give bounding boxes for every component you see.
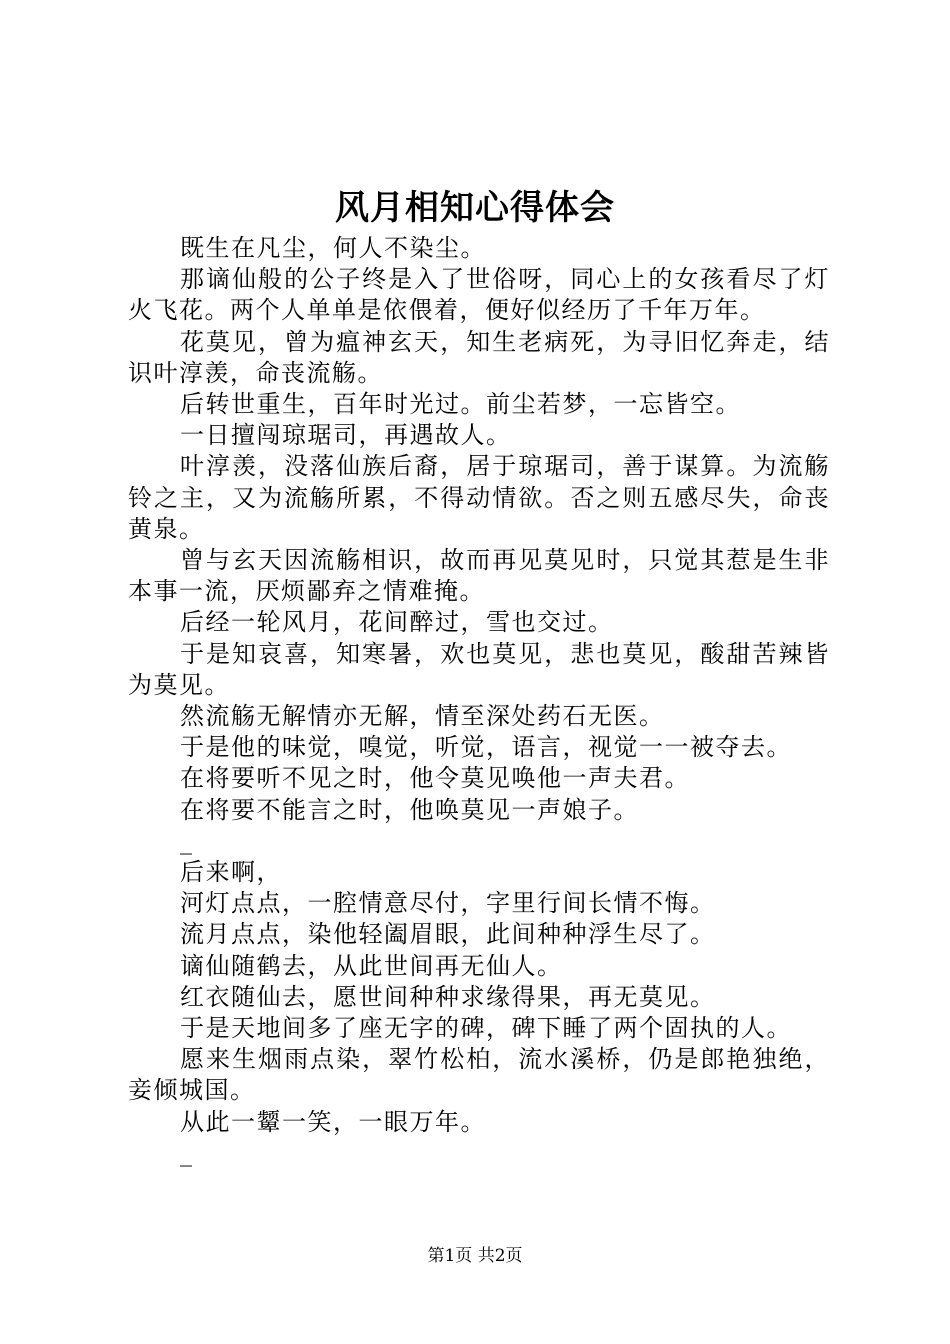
paragraph: 后来啊， bbox=[180, 858, 282, 887]
paragraph: 愿来生烟雨点染，翠竹松柏，流水溪桥，仍是郎艳独绝，妾倾城国。 bbox=[128, 1045, 830, 1105]
paragraph: 于是他的味觉，嗅觉，听觉，语言，视觉一一被夺去。 bbox=[180, 733, 792, 762]
section-separator: _ bbox=[180, 1138, 194, 1167]
paragraph: 后转世重生，百年时光过。前尘若梦，一忘皆空。 bbox=[180, 390, 741, 419]
document-body bbox=[128, 233, 830, 1169]
paragraph: 在将要听不见之时，他令莫见唤他一声夫君。 bbox=[180, 764, 690, 793]
paragraph: 既生在凡尘，何人不染尘。 bbox=[180, 234, 486, 262]
paragraph: 河灯点点，一腔情意尽付，字里行间长情不悔。 bbox=[180, 889, 716, 918]
paragraph: 在将要不能言之时，他唤莫见一声娘子。 bbox=[180, 795, 639, 824]
paragraph: 曾与玄天因流觞相识，故而再见莫见时，只觉其惹是生非本事一流，厌烦鄙弃之情难掩。 bbox=[128, 546, 830, 606]
paragraph: 红衣随仙去，愿世间种种求缘得果，再无莫见。 bbox=[180, 982, 716, 1011]
paragraph: 叶淳羡，没落仙族后裔，居于琼琚司，善于谋算。为流觞铃之主，又为流觞所累，不得动情欲。否之则五感尽失，命丧黄泉。 bbox=[128, 452, 830, 543]
paragraph: 于是知哀喜，知寒暑，欢也莫见，悲也莫见，酸甜苦辣皆为莫见。 bbox=[128, 639, 830, 699]
paragraph: 那谪仙般的公子终是入了世俗呀，同心上的女孩看尽了灯火飞花。两个人单单是依偎着，便好似经历了千年万年。 bbox=[128, 265, 830, 325]
paragraph: 于是天地间多了座无字的碑，碑下睡了两个固执的人。 bbox=[180, 1014, 792, 1043]
paragraph: 谪仙随鹤去，从此世间再无仙人。 bbox=[180, 951, 563, 980]
page-title: 风月相知心得体会 bbox=[335, 188, 615, 228]
paragraph: 流月点点，染他轻阖眉眼，此间种种浮生尽了。 bbox=[180, 920, 716, 949]
paragraph: 花莫见，曾为瘟神玄天，知生老病死，为寻旧忆奔走，结识叶淳羡，命丧流觞。 bbox=[128, 327, 830, 387]
section-separator: _ bbox=[180, 826, 194, 855]
paragraph: 从此一颦一笑，一眼万年。 bbox=[180, 1107, 486, 1136]
paragraph: 一日擅闯琼琚司，再遇故人。 bbox=[180, 421, 512, 450]
page-number: 第1页 共2页 bbox=[427, 1246, 523, 1266]
paragraph: 然流觞无解情亦无解，情至深处药石无医。 bbox=[180, 702, 665, 731]
paragraph: 后经一轮风月，花间醉过，雪也交过。 bbox=[180, 608, 614, 637]
